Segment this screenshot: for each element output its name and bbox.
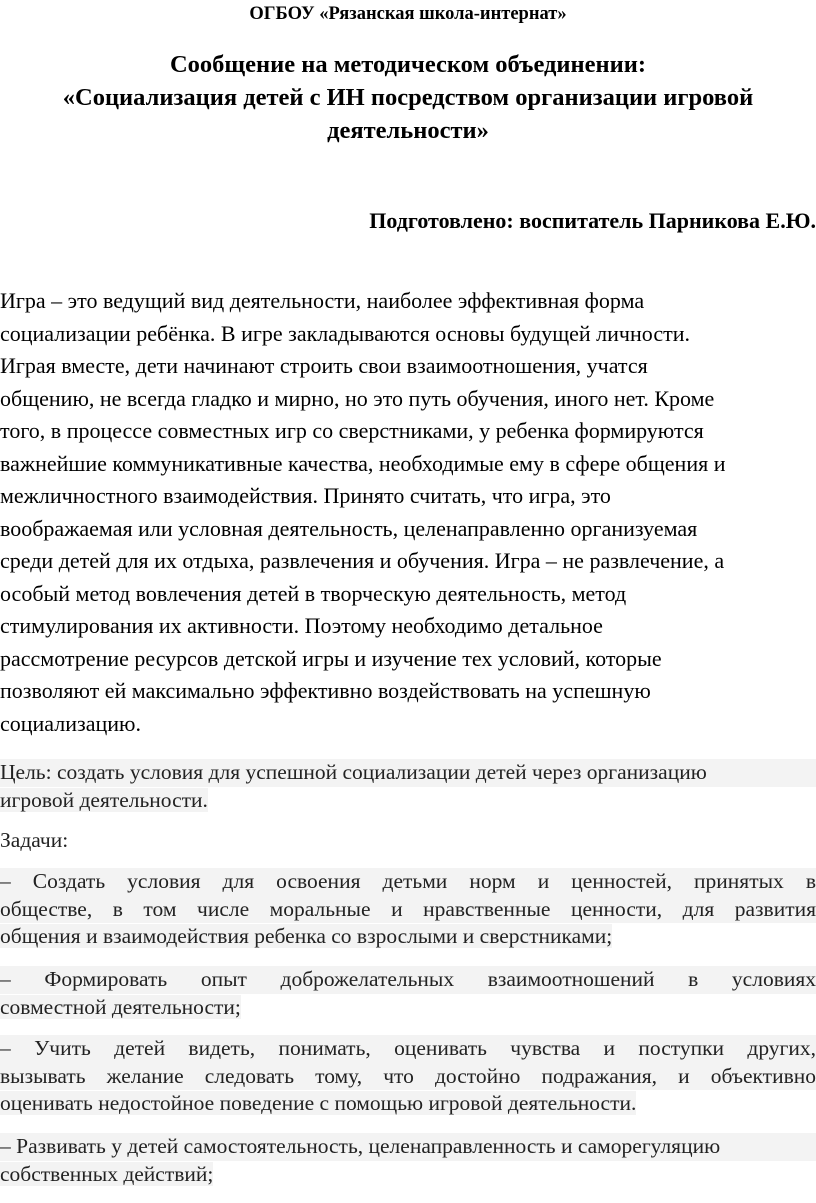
task-line-text: собственных действий; [0, 1161, 214, 1186]
paragraph-line: воображаемая или условная деятельность, целенаправленно организуемая [0, 515, 698, 541]
task-line [0, 994, 816, 1022]
title-line: Сообщение на методическом объединении: [169, 51, 647, 78]
paragraph-line: среди детей для их отдыха, развлечения и обучения. Игра – не развлечение, а [0, 548, 725, 573]
paragraph-line: особый метод вовлечения детей в творческую деятельность, метод [0, 580, 627, 606]
paragraph-line: межличностного взаимодействия. Принято считать, что игра, это [0, 483, 611, 508]
task-line: – Учить детей видеть, понимать, оценивать чувства и поступки других, [0, 1035, 816, 1063]
tasks-heading-text: Задачи: [0, 828, 69, 852]
title-line: деятельности» [327, 117, 489, 144]
task-line-text: оценивать недостойное поведение с помощью игровой деятельности. [0, 1091, 637, 1115]
task-line: обществе, в том числе моральные и нравственные ценности, для развития [0, 896, 816, 924]
task-item [0, 1035, 816, 1118]
goal-line-text: игровой деятельности. [0, 787, 208, 812]
goal-line: Цель: создать условия для успешной социализации детей через организацию [0, 759, 816, 787]
task-item [0, 1133, 816, 1188]
task-line [0, 923, 816, 951]
paragraph-line: Игра – это ведущий вид деятельности, наиболее эффективная форма [0, 288, 645, 313]
paragraph-line: позволяют ей максимально эффективно воздействовать на успешную [0, 678, 651, 703]
prepared-by: Подготовлено: воспитатель Парникова Е.Ю. [369, 208, 816, 233]
paragraph-line: общению, не всегда гладко и мирно, но это путь обучения, иного нет. Кроме [0, 385, 715, 411]
paragraph-line: Играя вместе, дети начинают строить свои взаимоотношения, учатся [0, 353, 648, 378]
task-line-text: общения и взаимодействия ребенка со взрослыми и сверстниками; [0, 924, 613, 948]
paragraph-line: социализацию. [0, 710, 141, 736]
paragraph-line: социализации ребёнка. В игре закладываются основы будущей личности. [0, 320, 690, 346]
task-item [0, 966, 816, 1021]
intro-paragraph [0, 285, 816, 740]
task-line: – Формировать опыт доброжелательных взаимоотношений в условиях [0, 966, 816, 994]
document-title [0, 48, 816, 147]
task-line-text: совместной деятельности; [0, 994, 241, 1019]
goal-paragraph [0, 759, 816, 814]
task-item [0, 868, 816, 951]
title-line: «Социализация детей с ИН посредством организации игровой [62, 84, 754, 111]
tasks-heading [0, 827, 816, 855]
task-line: – Создать условия для освоения детьми норм и ценностей, принятых в [0, 868, 816, 896]
task-line [0, 1090, 816, 1118]
task-line: – Развивать у детей самостоятельность, целенаправленность и саморегуляцию [0, 1133, 816, 1161]
paragraph-line: того, в процессе совместных игр со сверстниками, у ребенка формируются [0, 418, 704, 443]
paragraph-line: рассмотрение ресурсов детской игры и изучение тех условий, которые [0, 645, 662, 671]
paragraph-line: важнейшие коммуникативные качества, необходимые ему в сфере общения и [0, 450, 726, 476]
paragraph-line: стимулирования их активности. Поэтому необходимо детальное [0, 613, 603, 638]
task-line: вызывать желание следовать тому, что достойно подражания, и объективно [0, 1063, 816, 1091]
task-line [0, 1161, 816, 1189]
goal-line [0, 787, 816, 815]
organization-name: ОГБОУ «Рязанская школа-интернат» [249, 4, 567, 24]
